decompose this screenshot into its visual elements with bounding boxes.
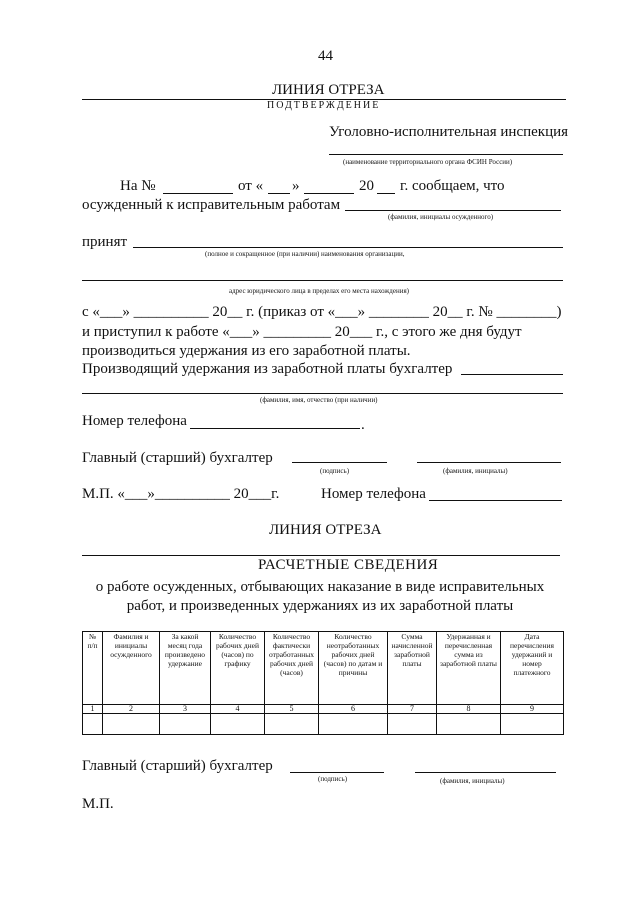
ref-number-blank [163, 193, 233, 194]
phone-label: Номер телефона [82, 413, 187, 429]
dates-line-2: и приступил к работе «___» _________ 20___ г., с этого же дня будут [82, 324, 522, 340]
convict-blank [345, 210, 561, 211]
chief-signature-blank [292, 462, 387, 463]
column-header: Количество фактически отработанных рабочих дней (часов) [265, 632, 319, 705]
ref-from-label: от « [238, 178, 264, 194]
chief-name-blank [417, 462, 561, 463]
phone-dot: . [361, 417, 365, 433]
table-header-row [83, 632, 564, 705]
calc-title: РАСЧЕТНЫЕ СВЕДЕНИЯ [258, 557, 439, 573]
calc-chief-accountant-label: Главный (старший) бухгалтер [82, 758, 273, 774]
address-caption: адрес юридического лица в пределах его места нахождения) [229, 287, 410, 295]
convict-line-label: осужденный к исправительным работам [82, 197, 341, 213]
table-cell [437, 714, 501, 735]
table-cell [83, 714, 103, 735]
column-header: Удержанная и перечисленная сумма из заработной платы [437, 632, 501, 705]
calc-name-blank [415, 772, 556, 773]
column-number: 5 [265, 705, 319, 714]
table-cell [103, 714, 160, 735]
column-number: 4 [211, 705, 265, 714]
ref-quote-close: » [292, 178, 300, 194]
organization-caption: (полное и сокращенное (при наличии) наименования организации, [205, 250, 405, 258]
column-number: 1 [83, 705, 103, 714]
ref-day-blank [268, 193, 290, 194]
page-number: 44 [318, 48, 333, 64]
inspection-line [329, 154, 563, 155]
calc-subtitle-1: о работе осужденных, отбывающих наказание в виде исправительных [95, 579, 545, 595]
calc-table [82, 631, 564, 735]
column-header: Количество рабочих дней (часов) по графику [211, 632, 265, 705]
stamp-place-label: М.П. [82, 796, 114, 812]
convict-caption: (фамилия, инициалы осужденного) [388, 213, 494, 221]
dates-line-1: с «___» __________ 20__ г. (приказ от «___» ________ 20__ г. № ________) [82, 304, 562, 320]
table-row [83, 714, 564, 735]
column-number: 2 [103, 705, 160, 714]
column-header: Сумма начисленной заработной платы [388, 632, 437, 705]
table-cell [319, 714, 388, 735]
column-header: № п/п [83, 632, 103, 705]
organization-blank [133, 247, 563, 248]
column-number-row [83, 705, 564, 714]
column-number: 6 [319, 705, 388, 714]
ref-month-blank [304, 193, 354, 194]
chief-signature-caption: (подпись) [320, 467, 350, 475]
calc-signature-caption: (подпись) [318, 775, 348, 783]
cut-line-bottom [82, 555, 560, 556]
cut-line-label-top: ЛИНИЯ ОТРЕЗА [272, 82, 385, 98]
phone-blank-2 [429, 500, 562, 501]
ref-year-blank [377, 193, 395, 194]
column-header: Дата перечисления удержаний и номер платежного [501, 632, 564, 705]
phone-label-2: Номер телефона [321, 486, 426, 502]
column-number: 3 [160, 705, 211, 714]
accountant-name-blank-1 [461, 374, 563, 375]
table-cell [388, 714, 437, 735]
calc-name-caption: (фамилия, инициалы) [440, 777, 505, 785]
ref-number-label: На № [120, 178, 156, 194]
dates-line-3: производиться удержания из его заработной платы. [82, 343, 411, 359]
cut-line-label-bottom: ЛИНИЯ ОТРЕЗА [269, 522, 382, 538]
calc-subtitle-2: работ, и произведенных удержаниях из их заработной платы [126, 598, 514, 614]
table-cell [501, 714, 564, 735]
calc-signature-blank [290, 772, 384, 773]
column-header: За какой месяц года произведено удержание [160, 632, 211, 705]
chief-name-caption: (фамилия, инициалы) [443, 467, 508, 475]
accountant-caption: (фамилия, имя, отчество (при наличии) [260, 396, 378, 404]
column-header: Количество неотработанных рабочих дней (часов) по датам и причины [319, 632, 388, 705]
column-header: Фамилия и инициалы осужденного [103, 632, 160, 705]
address-blank [82, 280, 563, 281]
table-cell [211, 714, 265, 735]
accountant-name-blank-2 [82, 393, 563, 394]
table-cell [160, 714, 211, 735]
chief-accountant-label: Главный (старший) бухгалтер [82, 450, 273, 466]
accepted-label: принят [82, 234, 128, 250]
ref-year-prefix: 20 [359, 178, 374, 194]
column-number: 7 [388, 705, 437, 714]
column-number: 9 [501, 705, 564, 714]
phone-blank [190, 428, 360, 429]
accountant-line-label: Производящий удержания из заработной платы бухгалтер [82, 361, 453, 377]
inspection-name: Уголовно-исполнительная инспекция [329, 124, 569, 140]
table-cell [265, 714, 319, 735]
confirmation-title: ПОДТВЕРЖДЕНИЕ [267, 100, 381, 111]
stamp-date-line: М.П. «___»__________ 20___г. [82, 486, 280, 502]
ref-suffix: г. сообщаем, что [400, 178, 505, 194]
column-number: 8 [437, 705, 501, 714]
inspection-caption: (наименование территориального органа ФСИН России) [343, 158, 513, 166]
